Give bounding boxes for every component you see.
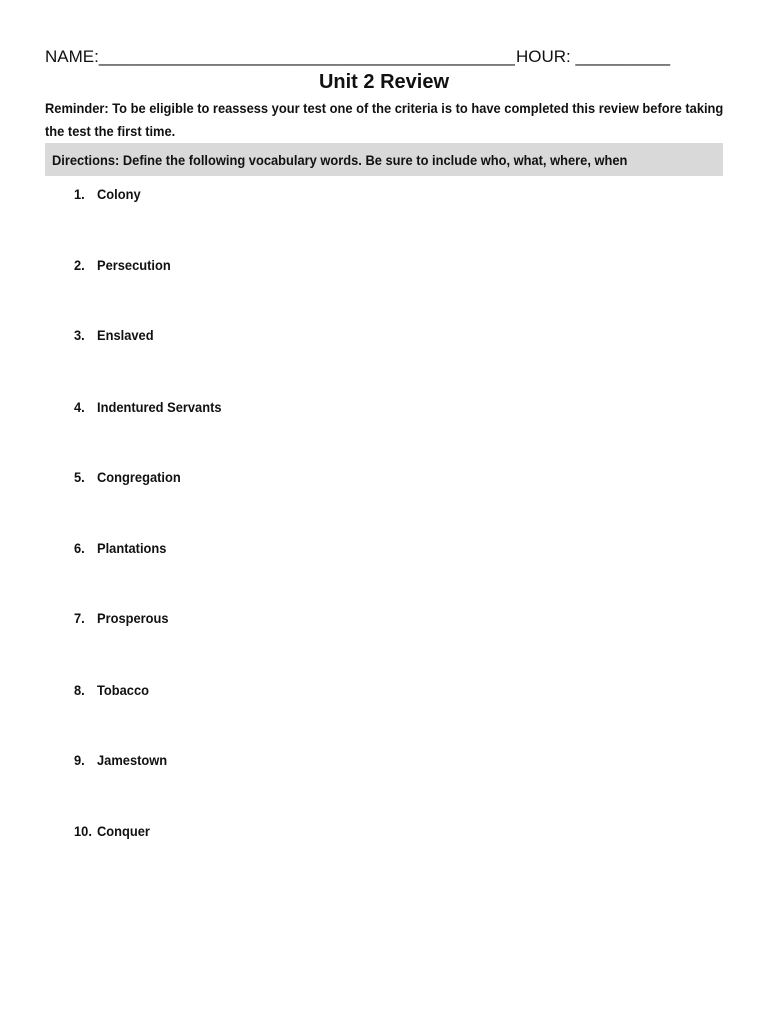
name-field-label: NAME:____________________________________________ [45,47,515,66]
vocab-item-word: Conquer [97,823,150,839]
vocab-item-number: 6. [74,540,85,556]
vocab-item-number: 8. [74,682,85,698]
vocab-item [74,539,166,557]
vocab-item [74,751,167,769]
page-title: Unit 2 Review [318,71,450,93]
vocab-item-number: 3. [74,327,85,343]
vocab-item [74,681,149,699]
vocab-item [74,185,141,203]
vocab-item-word: Tobacco [97,682,150,698]
vocab-item [74,468,181,486]
vocab-item-word: Congregation [97,469,181,485]
vocab-item-word: Plantations [97,540,167,556]
vocab-item-word: Indentured Servants [97,399,222,415]
vocab-item-number: 2. [74,257,85,273]
vocab-item-word: Jamestown [97,752,168,768]
vocab-item-number: 7. [74,610,85,626]
vocab-item-word: Persecution [97,257,171,273]
directions-text: Directions: Define the following vocabulary words. Be sure to include who, what, where, when [52,152,628,168]
vocab-item [74,398,222,416]
vocab-item-number: 1. [74,186,85,202]
vocab-item-number: 9. [74,752,85,768]
vocab-item [74,256,171,274]
vocab-item [74,609,169,627]
vocab-item [74,822,150,840]
vocab-item-word: Colony [97,186,141,202]
hour-field-label: HOUR: __________ [516,47,671,66]
vocab-item [74,326,154,344]
vocab-item-number: 10. [74,823,92,839]
reminder-text: Reminder: To be eligible to reassess your test one of the criteria is to have completed this review before taking the test the first time. [45,100,724,139]
vocab-item-number: 4. [74,399,85,415]
vocab-item-number: 5. [74,469,85,485]
vocab-item-word: Prosperous [97,610,169,626]
vocab-item-word: Enslaved [97,327,154,343]
